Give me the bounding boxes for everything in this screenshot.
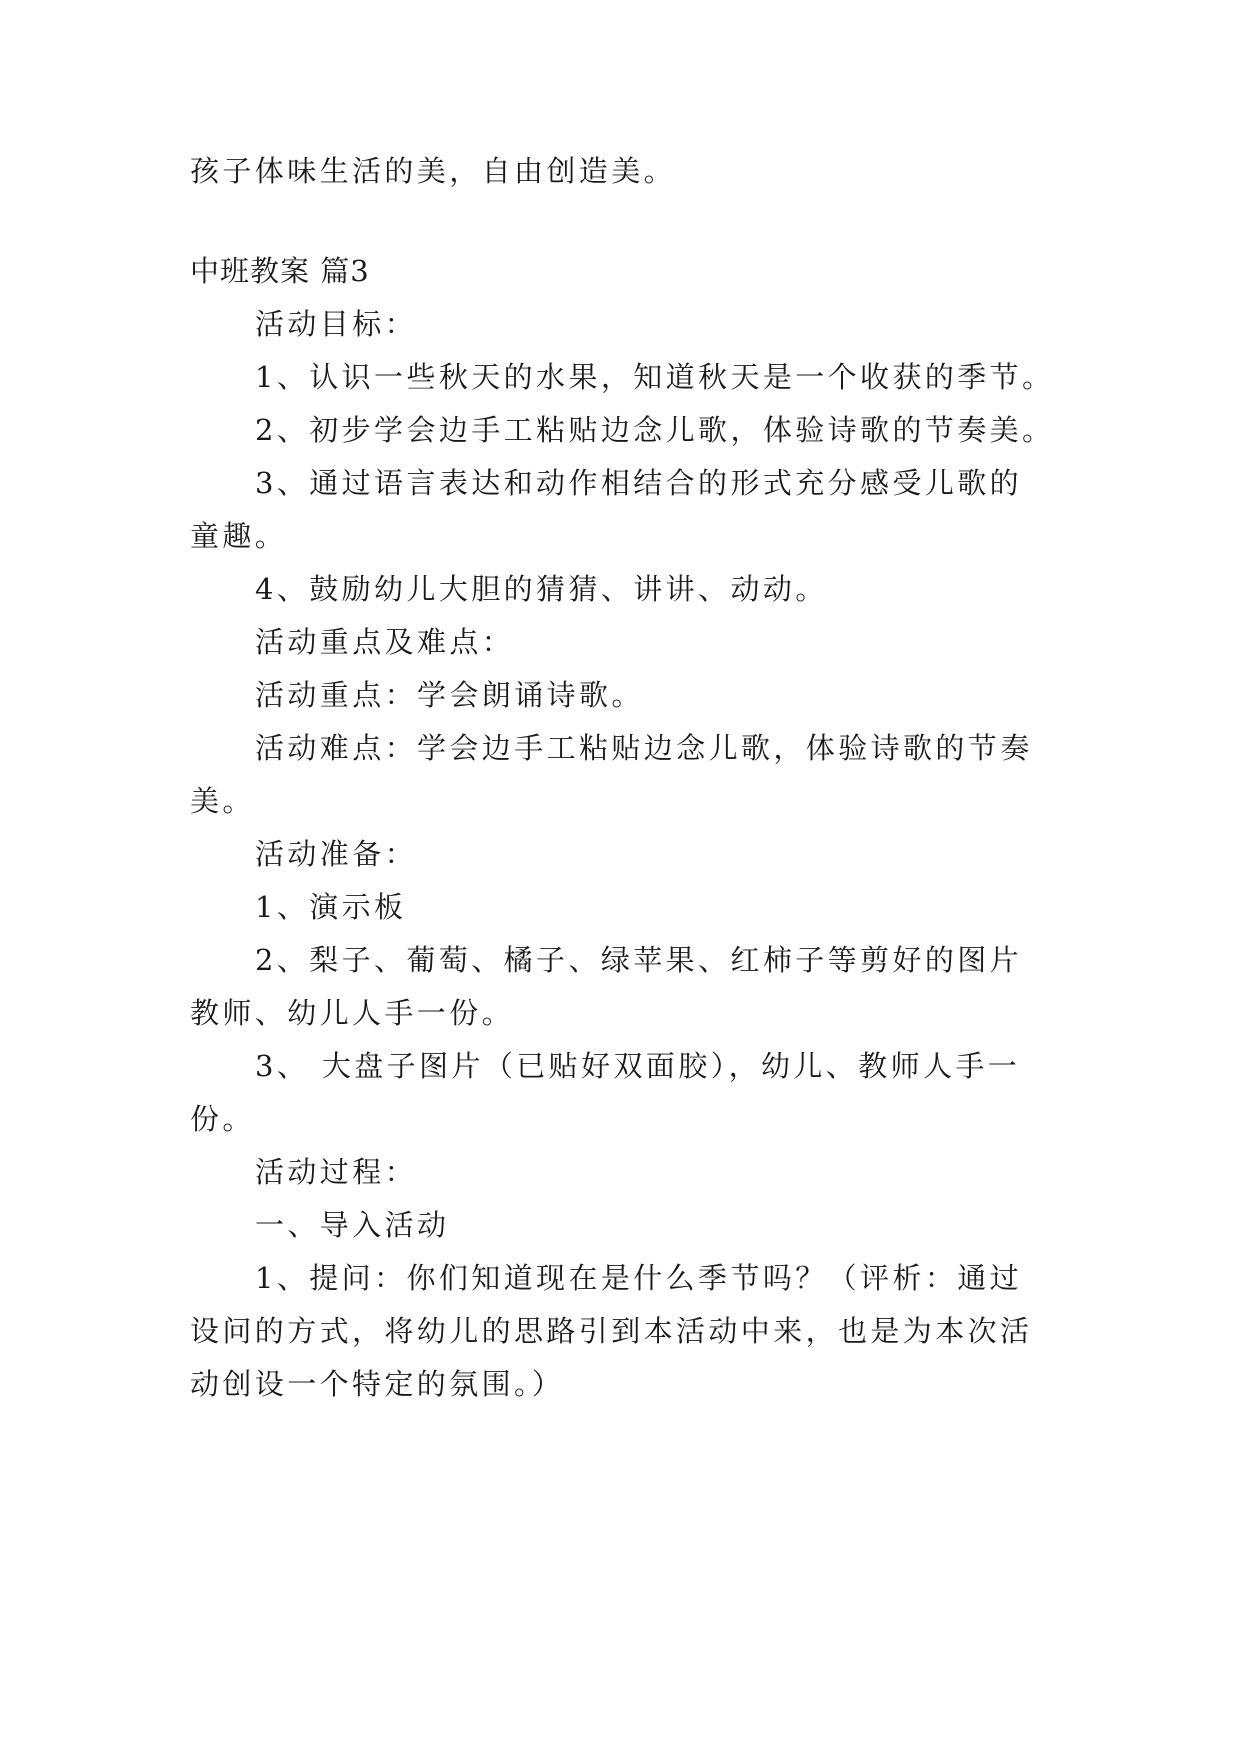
section-title: 中班教案 篇3 — [190, 254, 370, 288]
process-step-intro: 一、导入活动 — [255, 1208, 450, 1242]
preparation-3-continued: 份。 — [190, 1102, 255, 1136]
key-points-heading: 活动重点及难点： — [255, 625, 515, 659]
objective-2: 2、初步学会边手工粘贴边念儿歌，体验诗歌的节奏美。 — [255, 413, 1055, 447]
intro-line: 孩子体味生活的美，自由创造美。 — [190, 154, 677, 188]
preparation-2: 2、梨子、葡萄、橘子、绿苹果、红柿子等剪好的图片 — [255, 943, 1023, 977]
key-point: 活动重点：学会朗诵诗歌。 — [255, 678, 644, 712]
objective-3-continued: 童趣。 — [190, 519, 288, 553]
process-item-1-continued: 设问的方式，将幼儿的思路引到本活动中来，也是为本次活 — [190, 1314, 1033, 1348]
difficulty: 活动难点：学会边手工粘贴边念儿歌，体验诗歌的节奏 — [255, 731, 1033, 765]
objectives-heading: 活动目标： — [255, 307, 418, 341]
objective-4: 4、鼓励幼儿大胆的猜猜、讲讲、动动。 — [255, 572, 828, 606]
preparation-3: 3、 大盘子图片（已贴好双面胶），幼儿、教师人手一 — [255, 1049, 1021, 1083]
process-item-1: 1、提问：你们知道现在是什么季节吗？（评析：通过 — [255, 1261, 1023, 1295]
objective-3: 3、通过语言表达和动作相结合的形式充分感受儿歌的 — [255, 466, 1023, 500]
preparation-1: 1、演示板 — [255, 890, 407, 924]
preparation-2-continued: 教师、幼儿人手一份。 — [190, 996, 515, 1030]
process-item-1-end: 动创设一个特定的氛围。） — [190, 1367, 565, 1401]
process-heading: 活动过程： — [255, 1155, 418, 1189]
difficulty-continued: 美。 — [190, 784, 255, 818]
preparation-heading: 活动准备： — [255, 837, 418, 871]
objective-1: 1、认识一些秋天的水果，知道秋天是一个收获的季节。 — [255, 360, 1055, 394]
